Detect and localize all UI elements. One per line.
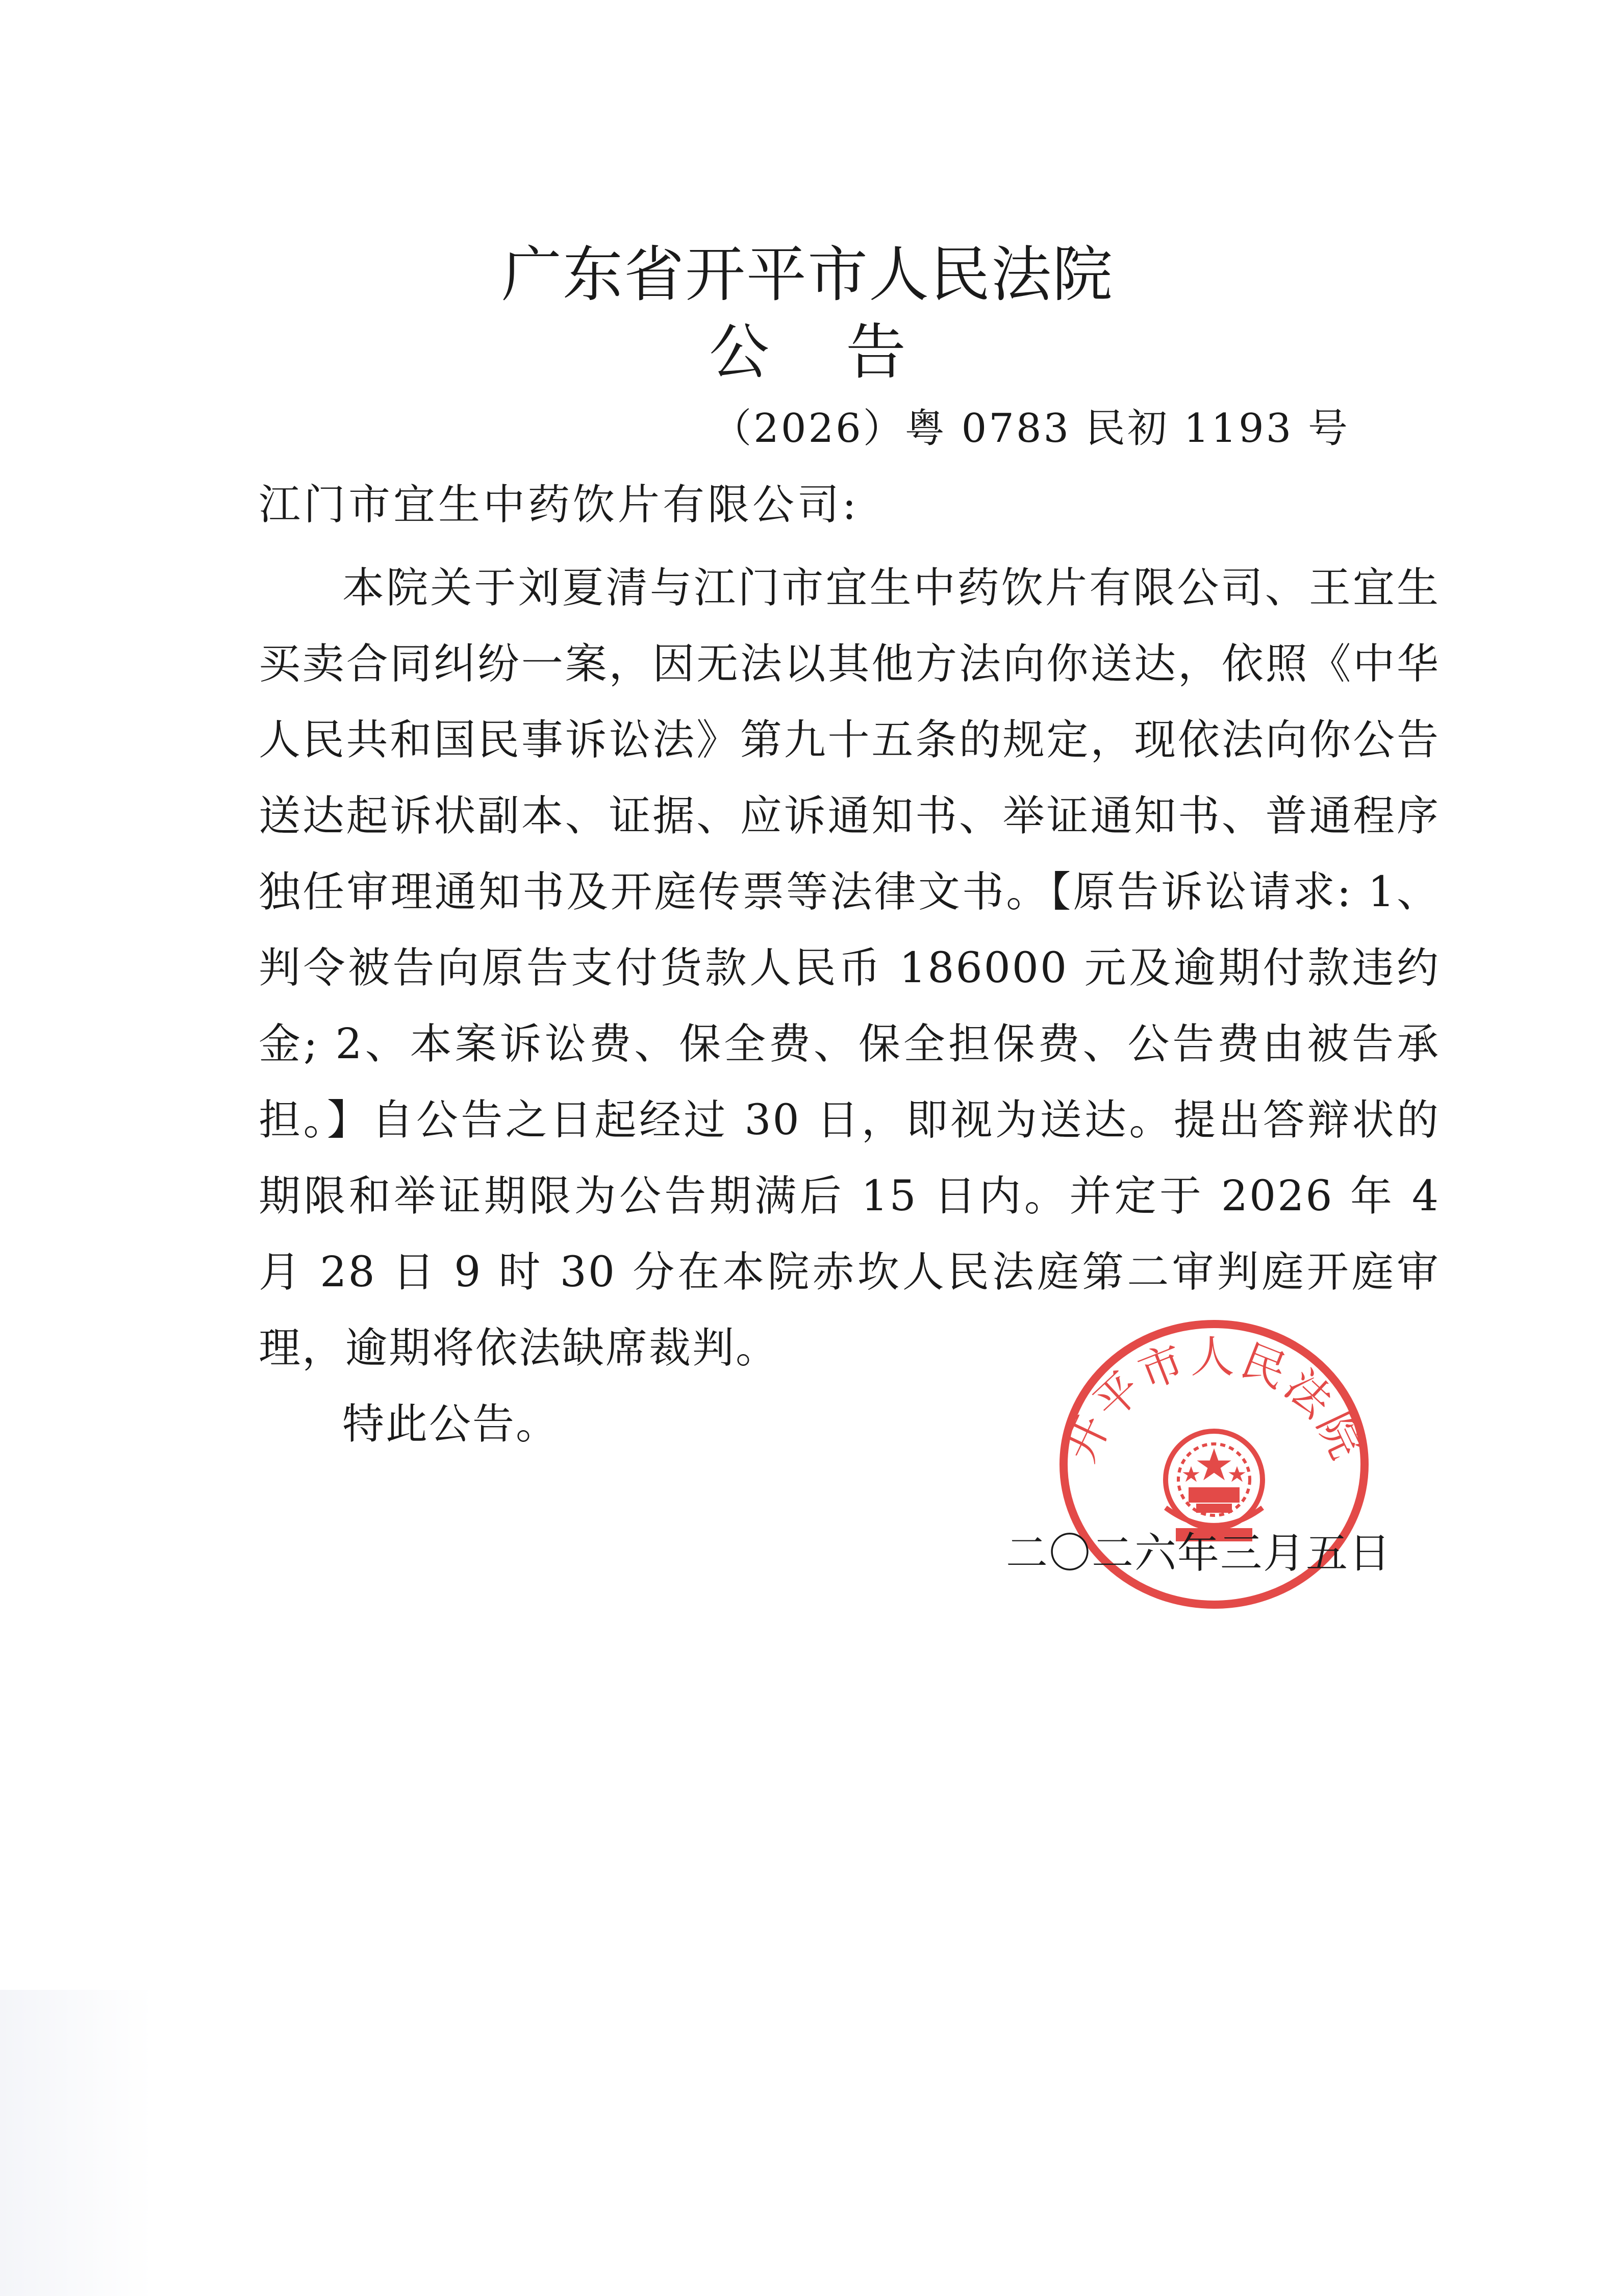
closing-line: 特此公告。 xyxy=(342,1400,560,1449)
seal-text-arc: 开平市人民法院 xyxy=(1054,1332,1374,1469)
body-paragraph: 本院关于刘夏清与江门市宜生中药饮片有限公司、王宜生买卖合同纠纷一案，因无法以其他方法向你送达，依照《中华人民共和国民事诉讼法》第九十五条的规定，现依法向你公告送达起诉状副本、证据、应诉通知书、举证通知书、普通程序独任审理通知书及开庭传票等法律文书。【原告诉讼请求: 1、判令被告向原告支付货款人民币 186000 元及逾期付款违约金; 2、本案诉讼费、保全费、保全担保费、公告费由被告承担。】自公告之日起经过 30 日，即视为送达。提出答辩状的期限和举证期限为公告期满后 15 日内。并定于 2026 年 4 月 28 日 9 时 30 分在本院赤坎人民法庭第二审判庭开庭审理，逾期将依法缺席裁判。 xyxy=(259,564,1440,1372)
issue-date: 二〇二六年三月五日 xyxy=(1005,1529,1392,1578)
addressee-line: 江门市宜生中药饮片有限公司: xyxy=(259,481,860,529)
case-number: （2026）粤 0783 民初 1193 号 xyxy=(712,406,1350,452)
notice-title: 公告 xyxy=(709,317,982,387)
scan-edge-shadow xyxy=(0,1990,153,2296)
national-emblem-icon xyxy=(1166,1431,1263,1541)
court-name-heading: 广东省开平市人民法院 xyxy=(501,239,1114,310)
